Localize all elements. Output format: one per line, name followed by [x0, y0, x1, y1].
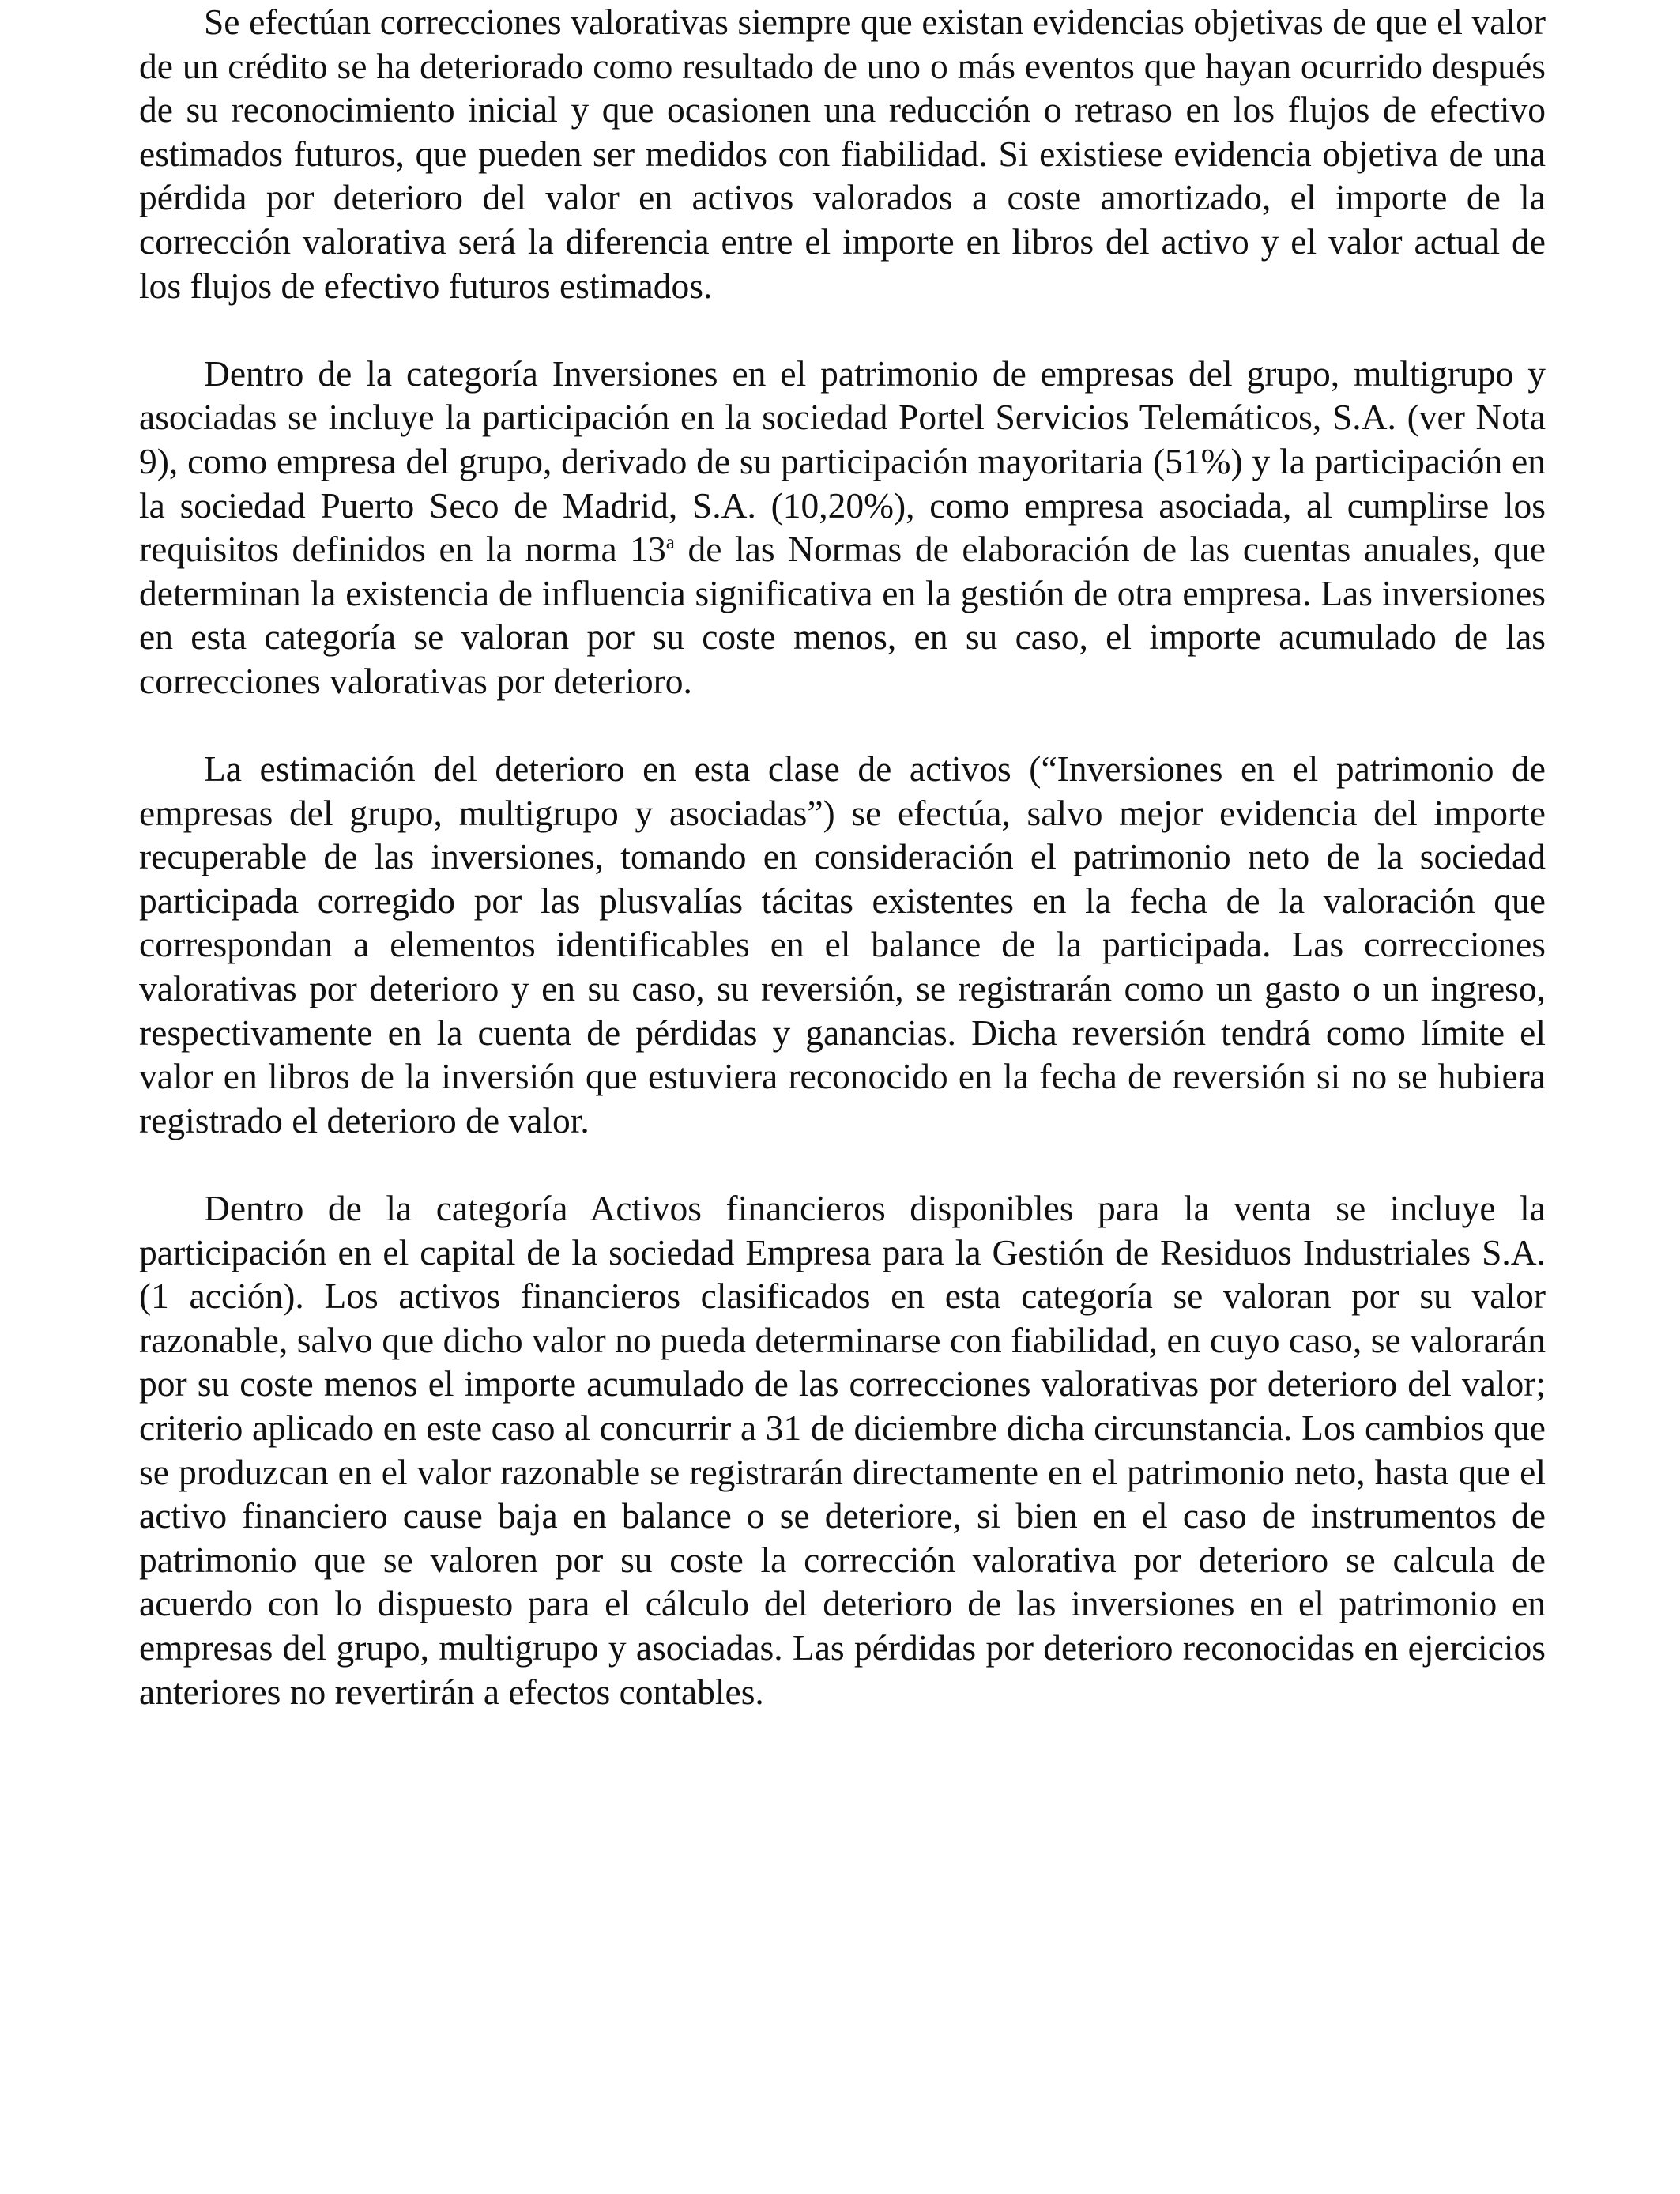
ordinal-superscript: a: [665, 531, 675, 553]
paragraph-group-investments: [139, 352, 1546, 703]
paragraph-text-part: de las Normas de elaboración de las cuentas anuales, que determinan la existencia de influencia significativa en la gestión de otra empresa. Las inversiones en esta categoría se valoran por su coste menos, en su caso, el importe acumulado de las correcciones valorativas por deterioro.: [139, 529, 1546, 701]
document-page: [139, 0, 1546, 1758]
paragraph-impairment-estimation: La estimación del deterioro en esta clase de activos (“Inversiones en el patrimonio de empresas del grupo, multigrupo y asociadas”) se efectúa, salvo mejor evidencia del importe recuperable de las inversiones, tomando en consideración el patrimonio neto de la sociedad participada corregido por las plusvalías tácitas existentes en la fecha de la valoración que correspondan a elementos identificables en el balance de la participada. Las correcciones valorativas por deterioro y en su caso, su reversión, se registrarán como un gasto o un ingreso, respectivamente en la cuenta de pérdidas y ganancias. Dicha reversión tendrá como límite el valor en libros de la inversión que estuviera reconocido en la fecha de reversión si no se hubiera registrado el deterioro de valor.: [139, 748, 1546, 1140]
paragraph-text-part: Dentro de la categoría Inversiones en el patrimonio de empresas del grupo, multigrupo y asociadas se incluye la participación en la sociedad Portel Servicios Telemáticos, S.A. (ver Nota 9), como empresa del grupo, derivado de su participación mayoritaria (51%) y la participación en la sociedad Puerto Seco de Madrid, S.A. (10,20%), como empresa asociada, al cumplirse los requisitos definidos en la norma 13: [139, 352, 1546, 570]
paragraph-impairment-credits: Se efectúan correcciones valorativas siempre que existan evidencias objetivas de que el valor de un crédito se ha deteriorado como resultado de uno o más eventos que hayan ocurrido después de su reconocimiento inicial y que ocasionen una reducción o retraso en los flujos de efectivo estimados futuros, que pueden ser medidos con fiabilidad. Si existiese evidencia objetiva de una pérdida por deterioro del valor en activos valorados a coste amortizado, el importe de la corrección valorativa será la diferencia entre el importe en libros del activo y el valor actual de los flujos de efectivo futuros estimados.: [139, 2, 1546, 306]
paragraph-available-for-sale: Dentro de la categoría Activos financieros disponibles para la venta se incluye la participación en el capital de la sociedad Empresa para la Gestión de Residuos Industriales S.A. (1 acción). Los activos financieros clasificados en esta categoría se valoran por su valor razonable, salvo que dicho valor no pueda determinarse con fiabilidad, en cuyo caso, se valorarán por su coste menos el importe acumulado de las correcciones valorativas por deterioro del valor; criterio aplicado en este caso al concurrir a 31 de diciembre dicha circunstancia. Los cambios que se produzcan en el valor razonable se registrarán directamente en el patrimonio neto, hasta que el activo financiero cause baja en balance o se deteriore, si bien en el caso de instrumentos de patrimonio que se valoren por su coste la corrección valorativa por deterioro se calcula de acuerdo con lo dispuesto para el cálculo del deterioro de las inversiones en el patrimonio en empresas del grupo, multigrupo y asociadas. Las pérdidas por deterioro reconocidas en ejercicios anteriores no revertirán a efectos contables.: [139, 1188, 1546, 1712]
